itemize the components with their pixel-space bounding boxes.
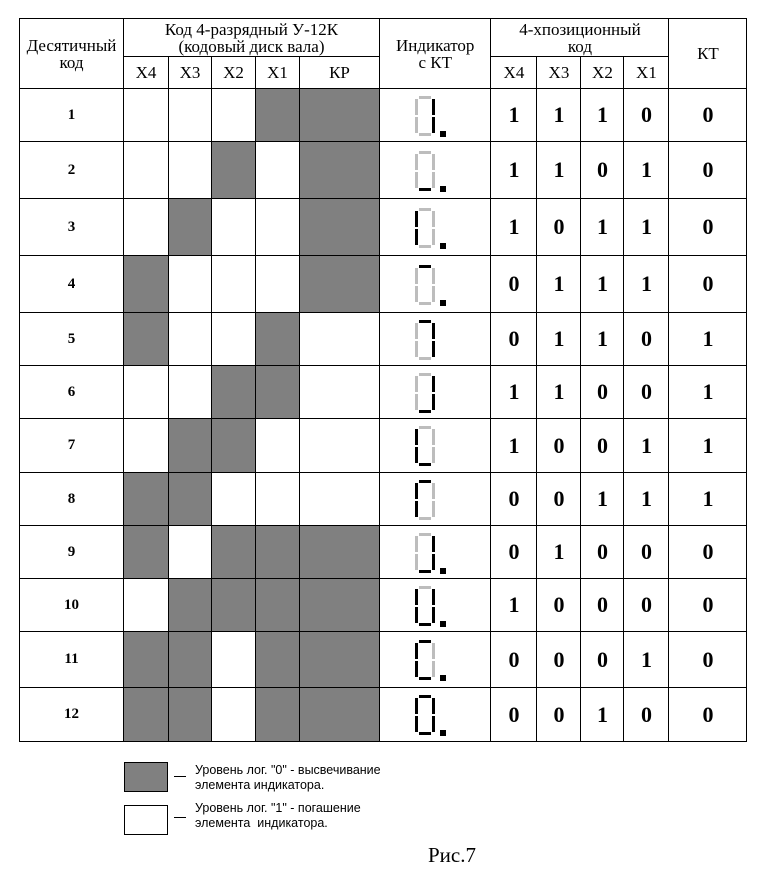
segment-top (419, 480, 431, 483)
position-bit-cell: 1 (537, 142, 581, 199)
table-row (20, 526, 747, 579)
table-row (20, 313, 747, 366)
position-bit-cell: 1 (581, 688, 624, 742)
code-cell-x1 (256, 473, 300, 526)
segment-lower-right (432, 661, 435, 677)
position-bit-cell: 1 (537, 256, 581, 313)
legend-shaded-text: Уровень лог. "0" - высвечивание элемента индикатора. (195, 763, 381, 792)
decimal-code-cell: 8 (20, 473, 124, 526)
code-cell-x1 (256, 366, 300, 419)
segment-bottom (419, 302, 431, 305)
code-cell-x2 (212, 473, 256, 526)
code-cell-x4 (124, 419, 169, 473)
code-cell-x2 (212, 688, 256, 742)
indicator-cell (380, 632, 491, 688)
segment-lower-left (415, 661, 418, 677)
code-cell-x2 (212, 256, 256, 313)
code-cell-x3 (169, 256, 212, 313)
seven-segment-indicator (380, 632, 484, 688)
table-row (20, 688, 747, 742)
position-bit-cell: 0 (581, 579, 624, 632)
position-bit-cell: 1 (581, 199, 624, 256)
segment-lower-right (432, 229, 435, 245)
decimal-code-cell: 7 (20, 419, 124, 473)
segment-top (419, 265, 431, 268)
segment-upper-left (415, 429, 418, 445)
position-bit-cell: 0 (624, 313, 669, 366)
segment-bottom (419, 188, 431, 191)
segment-lower-left (415, 554, 418, 570)
pos-col-x2: X2 (581, 57, 624, 89)
segment-upper-right (432, 698, 435, 714)
indicator-cell (380, 419, 491, 473)
segment-upper-right (432, 99, 435, 115)
table-row (20, 89, 747, 142)
kt-cell: 1 (669, 366, 747, 419)
position-bit-cell: 0 (537, 473, 581, 526)
segment-top (419, 151, 431, 154)
decimal-code-cell: 1 (20, 89, 124, 142)
code-cell-x1 (256, 142, 300, 199)
pos-col-x1: X1 (624, 57, 669, 89)
seven-segment-indicator (380, 526, 484, 579)
legend-shaded-swatch (124, 762, 168, 792)
pos-col-x3: X3 (537, 57, 581, 89)
segment-upper-left (415, 154, 418, 170)
decimal-code-cell: 12 (20, 688, 124, 742)
segment-upper-left (415, 268, 418, 284)
segment-bottom (419, 677, 431, 680)
segment-lower-right (432, 394, 435, 410)
position-bit-cell: 1 (491, 579, 537, 632)
position-code-header: 4-хпозиционный код (491, 19, 669, 57)
segment-lower-right (432, 172, 435, 188)
seven-segment-indicator (380, 313, 484, 366)
position-bit-cell: 1 (491, 419, 537, 473)
kt-cell: 1 (669, 419, 747, 473)
seven-segment-indicator (380, 473, 484, 526)
position-bit-cell: 1 (491, 366, 537, 419)
code-cell-x3 (169, 89, 212, 142)
code-cell-x4 (124, 688, 169, 742)
indicator-cell (380, 256, 491, 313)
segment-bottom (419, 623, 431, 626)
table-row (20, 142, 747, 199)
code-cell-x3 (169, 688, 212, 742)
kt-cell: 0 (669, 256, 747, 313)
decimal-point (440, 131, 446, 137)
position-bit-cell: 0 (537, 579, 581, 632)
kt-cell: 0 (669, 199, 747, 256)
seven-segment-indicator (380, 142, 484, 199)
segment-lower-left (415, 229, 418, 245)
position-bit-cell: 1 (581, 256, 624, 313)
segment-top (419, 208, 431, 211)
segment-lower-left (415, 394, 418, 410)
seven-segment-indicator (380, 89, 484, 142)
code-cell-x1 (256, 89, 300, 142)
position-bit-cell: 1 (624, 256, 669, 313)
segment-bottom (419, 245, 431, 248)
legend-white-text: Уровень лог. "1" - погашение элемента индикатора. (195, 801, 361, 830)
code-cell-x2 (212, 313, 256, 366)
table-row (20, 199, 747, 256)
segment-bottom (419, 732, 431, 735)
code-cell-kr (300, 366, 380, 419)
position-bit-cell: 0 (624, 579, 669, 632)
position-bit-cell: 1 (537, 366, 581, 419)
decimal-point (440, 243, 446, 249)
code-cell-x1 (256, 256, 300, 313)
decimal-code-cell: 2 (20, 142, 124, 199)
segment-upper-left (415, 589, 418, 605)
decimal-code-cell: 4 (20, 256, 124, 313)
kt-cell: 0 (669, 89, 747, 142)
decimal-code-cell: 11 (20, 632, 124, 688)
decimal-point (440, 300, 446, 306)
position-bit-cell: 1 (624, 419, 669, 473)
code-col-kr: КР (300, 57, 380, 89)
position-bit-cell: 0 (624, 89, 669, 142)
position-bit-cell: 0 (491, 256, 537, 313)
position-bit-cell: 0 (624, 526, 669, 579)
decimal-code-cell: 5 (20, 313, 124, 366)
seven-segment-indicator (380, 256, 484, 313)
position-bit-cell: 1 (581, 313, 624, 366)
segment-top (419, 426, 431, 429)
segment-upper-right (432, 154, 435, 170)
segment-upper-left (415, 99, 418, 115)
segment-upper-right (432, 211, 435, 227)
segment-upper-right (432, 643, 435, 659)
code-cell-x1 (256, 579, 300, 632)
seven-segment-indicator (380, 419, 484, 473)
position-bit-cell: 0 (491, 313, 537, 366)
code-col-x4: X4 (124, 57, 169, 89)
code-col-x1: X1 (256, 57, 300, 89)
kt-cell: 1 (669, 473, 747, 526)
segment-upper-left (415, 323, 418, 339)
seven-segment-indicator (380, 579, 484, 632)
segment-lower-left (415, 117, 418, 133)
code-table (19, 18, 747, 742)
segment-lower-right (432, 286, 435, 302)
decimal-point (440, 186, 446, 192)
code-cell-kr (300, 256, 380, 313)
position-bit-cell: 1 (491, 199, 537, 256)
segment-top (419, 533, 431, 536)
segment-upper-right (432, 323, 435, 339)
legend-dash (174, 817, 186, 818)
position-bit-cell: 1 (537, 313, 581, 366)
code-cell-x1 (256, 419, 300, 473)
code-cell-x4 (124, 199, 169, 256)
code-cell-x3 (169, 473, 212, 526)
kt-cell: 0 (669, 526, 747, 579)
segment-lower-right (432, 501, 435, 517)
segment-bottom (419, 570, 431, 573)
code-group-header: Код 4-разрядный У-12К (кодовый диск вала) (124, 19, 380, 57)
position-bit-cell: 1 (624, 473, 669, 526)
figure-caption: Рис.7 (428, 843, 476, 867)
position-bit-cell: 0 (537, 632, 581, 688)
segment-upper-left (415, 698, 418, 714)
indicator-cell (380, 142, 491, 199)
decimal-point (440, 675, 446, 681)
table-row (20, 632, 747, 688)
position-bit-cell: 1 (581, 89, 624, 142)
segment-lower-left (415, 341, 418, 357)
position-bit-cell: 0 (624, 688, 669, 742)
kt-cell: 1 (669, 313, 747, 366)
segment-upper-left (415, 376, 418, 392)
code-cell-x4 (124, 256, 169, 313)
code-cell-x2 (212, 579, 256, 632)
seven-segment-indicator (380, 688, 484, 742)
position-bit-cell: 1 (624, 199, 669, 256)
segment-lower-right (432, 447, 435, 463)
segment-lower-left (415, 447, 418, 463)
code-cell-x4 (124, 142, 169, 199)
code-cell-x1 (256, 632, 300, 688)
segment-upper-right (432, 536, 435, 552)
code-cell-x3 (169, 313, 212, 366)
indicator-cell (380, 366, 491, 419)
decimal-point (440, 621, 446, 627)
indicator-cell (380, 313, 491, 366)
position-bit-cell: 0 (491, 632, 537, 688)
segment-lower-left (415, 607, 418, 623)
indicator-cell (380, 89, 491, 142)
segment-lower-right (432, 341, 435, 357)
position-bit-cell: 1 (624, 142, 669, 199)
segment-lower-left (415, 172, 418, 188)
code-col-x2: X2 (212, 57, 256, 89)
segment-bottom (419, 463, 431, 466)
position-bit-cell: 0 (537, 688, 581, 742)
pos-col-x4: X4 (491, 57, 537, 89)
table-row (20, 366, 747, 419)
segment-lower-right (432, 554, 435, 570)
segment-upper-left (415, 211, 418, 227)
segment-top (419, 320, 431, 323)
position-bit-cell: 1 (537, 89, 581, 142)
position-bit-cell: 0 (581, 632, 624, 688)
position-bit-cell: 1 (537, 526, 581, 579)
code-cell-x4 (124, 89, 169, 142)
position-bit-cell: 0 (581, 142, 624, 199)
table-row (20, 419, 747, 473)
code-cell-x3 (169, 199, 212, 256)
code-cell-kr (300, 419, 380, 473)
code-cell-kr (300, 89, 380, 142)
decimal-code-cell: 6 (20, 366, 124, 419)
segment-bottom (419, 357, 431, 360)
segment-top (419, 373, 431, 376)
position-bit-cell: 0 (491, 526, 537, 579)
code-cell-kr (300, 526, 380, 579)
code-cell-kr (300, 142, 380, 199)
position-bit-cell: 0 (537, 419, 581, 473)
kt-cell: 0 (669, 688, 747, 742)
segment-top (419, 586, 431, 589)
position-bit-cell: 1 (624, 632, 669, 688)
legend-white-swatch (124, 805, 168, 835)
segment-upper-right (432, 268, 435, 284)
indicator-cell (380, 473, 491, 526)
code-cell-kr (300, 688, 380, 742)
code-cell-kr (300, 199, 380, 256)
decimal-code-cell: 9 (20, 526, 124, 579)
table-row (20, 256, 747, 313)
segment-top (419, 640, 431, 643)
code-cell-x4 (124, 632, 169, 688)
decimal-code-header: Десятичный код (20, 19, 124, 89)
legend-dash (174, 776, 186, 777)
code-cell-x3 (169, 142, 212, 199)
code-cell-kr (300, 632, 380, 688)
code-cell-kr (300, 313, 380, 366)
position-bit-cell: 0 (624, 366, 669, 419)
code-cell-x1 (256, 199, 300, 256)
code-cell-x2 (212, 89, 256, 142)
position-bit-cell: 0 (581, 419, 624, 473)
legend (124, 762, 454, 842)
segment-lower-right (432, 117, 435, 133)
code-cell-x2 (212, 419, 256, 473)
code-cell-x3 (169, 419, 212, 473)
segment-top (419, 695, 431, 698)
position-bit-cell: 1 (491, 89, 537, 142)
segment-lower-left (415, 501, 418, 517)
table-row (20, 579, 747, 632)
code-cell-x2 (212, 632, 256, 688)
code-cell-x4 (124, 473, 169, 526)
segment-upper-left (415, 536, 418, 552)
code-cell-x1 (256, 313, 300, 366)
code-cell-x2 (212, 366, 256, 419)
segment-upper-left (415, 483, 418, 499)
position-bit-cell: 0 (581, 526, 624, 579)
position-bit-cell: 1 (491, 142, 537, 199)
segment-upper-right (432, 483, 435, 499)
indicator-cell (380, 579, 491, 632)
code-cell-kr (300, 579, 380, 632)
indicator-header: Индикатор с КТ (380, 19, 491, 89)
kt-header: КТ (669, 19, 747, 89)
segment-bottom (419, 517, 431, 520)
code-cell-x1 (256, 688, 300, 742)
code-cell-x4 (124, 579, 169, 632)
kt-cell: 0 (669, 632, 747, 688)
code-cell-x4 (124, 313, 169, 366)
code-cell-x4 (124, 526, 169, 579)
indicator-cell (380, 526, 491, 579)
code-cell-x2 (212, 142, 256, 199)
position-bit-cell: 0 (581, 366, 624, 419)
seven-segment-indicator (380, 199, 484, 256)
segment-lower-left (415, 716, 418, 732)
segment-bottom (419, 133, 431, 136)
segment-lower-left (415, 286, 418, 302)
position-bit-cell: 1 (581, 473, 624, 526)
position-bit-cell: 0 (491, 688, 537, 742)
code-cell-x4 (124, 366, 169, 419)
code-col-x3: X3 (169, 57, 212, 89)
code-cell-x2 (212, 199, 256, 256)
decimal-code-cell: 10 (20, 579, 124, 632)
position-bit-cell: 0 (537, 199, 581, 256)
segment-upper-right (432, 429, 435, 445)
code-cell-x3 (169, 366, 212, 419)
segment-bottom (419, 410, 431, 413)
code-cell-x3 (169, 526, 212, 579)
decimal-point (440, 568, 446, 574)
segment-upper-left (415, 643, 418, 659)
segment-upper-right (432, 376, 435, 392)
code-cell-x3 (169, 632, 212, 688)
segment-lower-right (432, 716, 435, 732)
kt-cell: 0 (669, 579, 747, 632)
code-cell-kr (300, 473, 380, 526)
table-row (20, 473, 747, 526)
segment-top (419, 96, 431, 99)
code-cell-x1 (256, 526, 300, 579)
code-cell-x2 (212, 526, 256, 579)
code-cell-x3 (169, 579, 212, 632)
decimal-point (440, 730, 446, 736)
indicator-cell (380, 688, 491, 742)
segment-upper-right (432, 589, 435, 605)
decimal-code-cell: 3 (20, 199, 124, 256)
segment-lower-right (432, 607, 435, 623)
seven-segment-indicator (380, 366, 484, 419)
indicator-cell (380, 199, 491, 256)
position-bit-cell: 0 (491, 473, 537, 526)
kt-cell: 0 (669, 142, 747, 199)
